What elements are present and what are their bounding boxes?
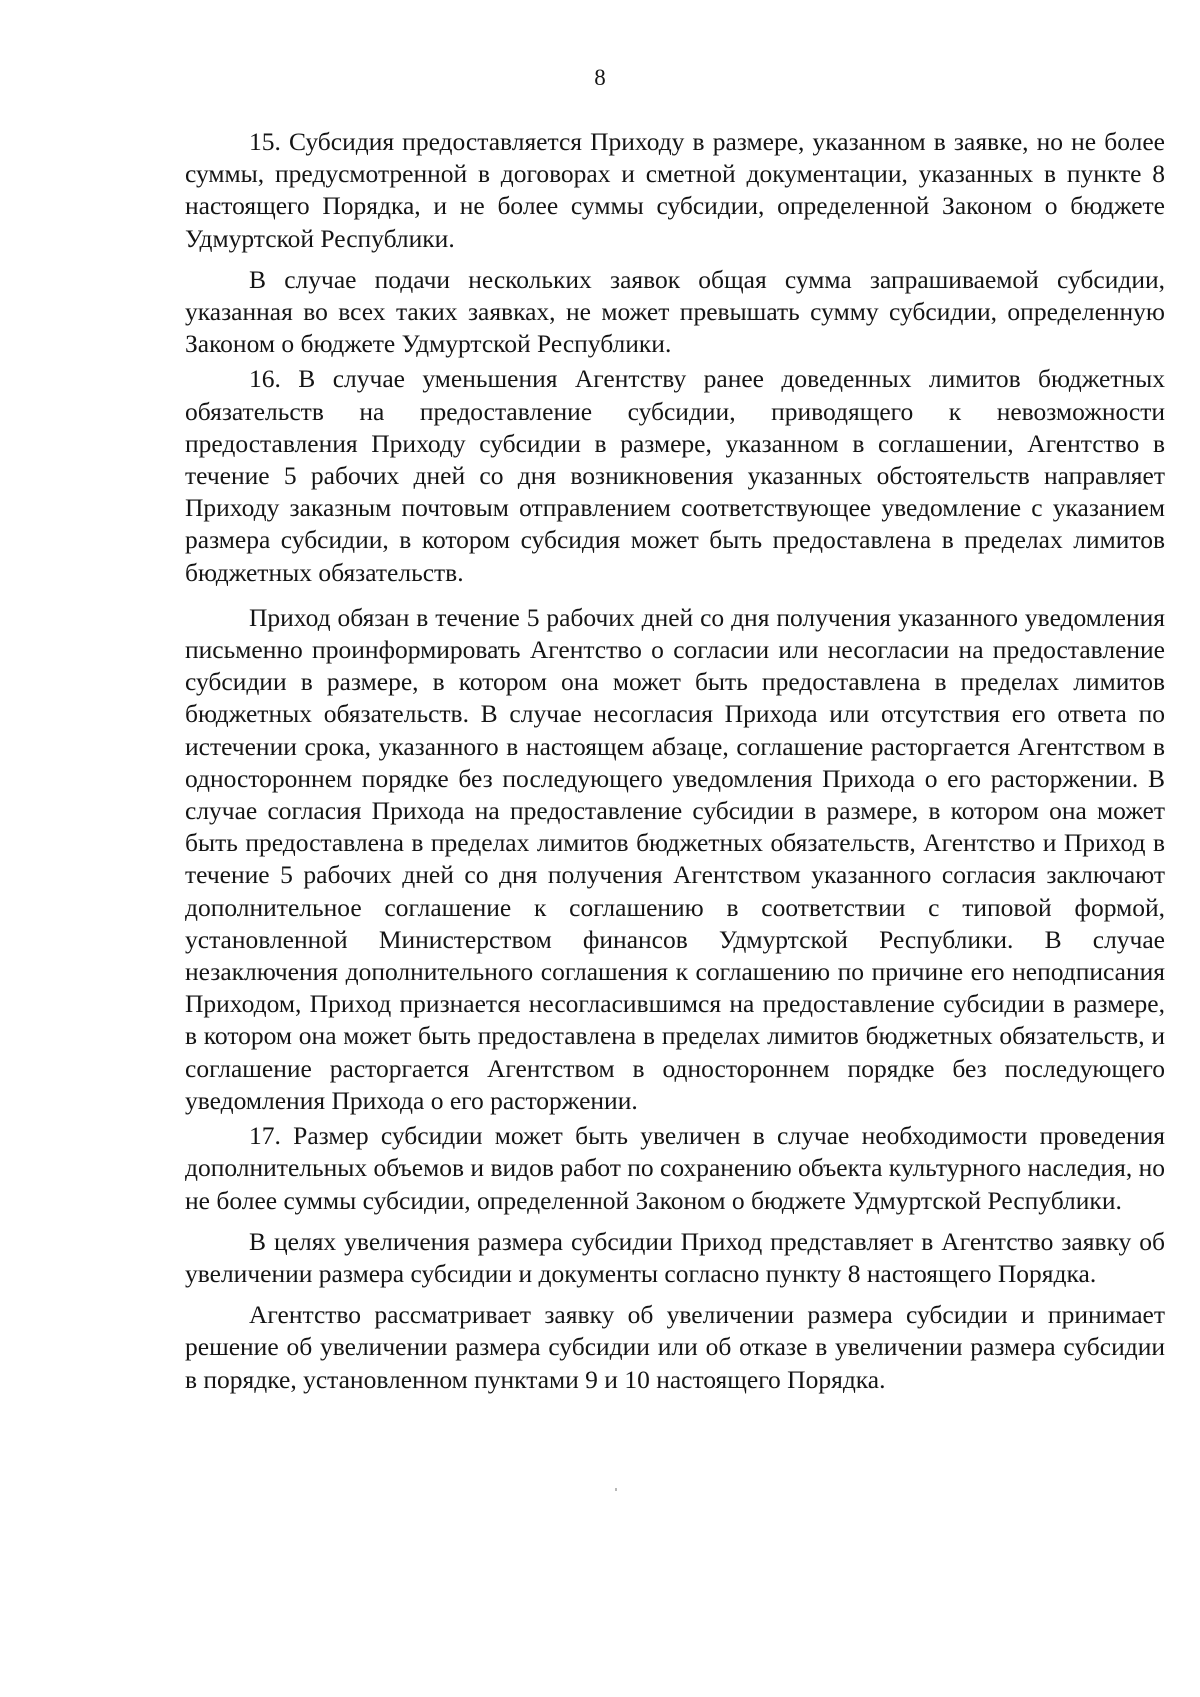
paragraph-16: 16. В случае уменьшения Агентству ранее доведенных лимитов бюджетных обязательств на предоставление субсидии, приводящего к невозможности предоставления Приходу субсидии в размере, указанном в соглашении, Агентство в течение 5 рабочих дней со дня возникновения указанных обстоятельств направляет Приходу заказным почтовым отправлением соответствующее уведомление с указанием размера субсидии, в котором субсидия может быть предоставлена в пределах лимитов бюджетных обязательств. — [185, 364, 1165, 587]
paragraph-17: 17. Размер субсидии может быть увеличен в случае необходимости проведения дополнительных объемов и видов работ по сохранению объекта культурного наследия, но не более суммы субсидии, определенной Законом о бюджете Удмуртской Республики. — [185, 1121, 1165, 1215]
page-number: 8 — [594, 65, 606, 90]
paragraph-17-increase-application: В целях увеличения размера субсидии Приход представляет в Агентство заявку об увеличении размера субсидии и документы согласно пункту 8 настоящего Порядка. — [185, 1226, 1165, 1288]
paragraph-17-agency-decision: Агентство рассматривает заявку об увеличении размера субсидии и принимает решение об увеличении размера субсидии или об отказе в увеличении размера субсидии в порядке, установленном пунктами 9 и 10 настоящего Порядка. — [185, 1300, 1165, 1394]
paragraph-15: 15. Субсидия предоставляется Приходу в размере, указанном в заявке, но не более суммы, предусмотренной в договорах и сметной документации, указанных в пункте 8 настоящего Порядка, и не более суммы субсидии, определенной Законом о бюджете Удмуртской Республики. — [185, 127, 1165, 253]
paragraph-15-multiple-applications: В случае подачи нескольких заявок общая сумма запрашиваемой субсидии, указанная во всех таких заявках, не может превышать сумму субсидии, определенную Законом о бюджете Удмуртской Республики. — [185, 264, 1165, 359]
paragraph-16-parish-response: Приход обязан в течение 5 рабочих дней со дня получения указанного уведомления письменно проинформировать Агентство о согласии или несогласии на предоставление субсидии в размере, в котором она может быть предоставлена в пределах лимитов бюджетных обязательств. В случае несогласия Прихода или отсутствия его ответа по истечении срока, указанного в настоящем абзаце, соглашение расторгается Агентством в одностороннем порядке без последующего уведомления Прихода о его расторжении. В случае согласия Прихода на предоставление субсидии в размере, в котором она может быть предоставлена в пределах лимитов бюджетных обязательств, Агентство и Приход в течение 5 рабочих дней со дня получения Агентством указанного согласия заключают дополнительное соглашение к соглашению в соответствии с типовой формой, установленной Министерством финансов Удмуртской Республики. В случае незаключения дополнительного соглашения к соглашению по причине его неподписания Приходом, Приход признается несогласившимся на предоставление субсидии в размере, в котором она может быть предоставлена в пределах лимитов бюджетных обязательств, и соглашение расторгается Агентством в одностороннем порядке без последующего уведомления Прихода о его расторжении. — [185, 602, 1165, 1115]
document-body — [185, 126, 1165, 1396]
scan-speck — [615, 1488, 617, 1491]
